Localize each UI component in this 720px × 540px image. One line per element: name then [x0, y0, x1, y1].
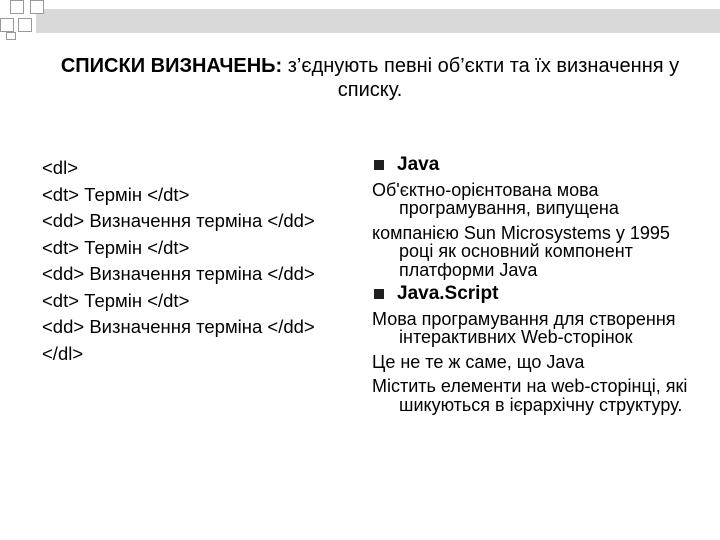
definition-java-1: Об'єктно-орієнтована мова програмування, випущена	[372, 179, 619, 218]
definition-js-2: Це не те ж саме, що Java	[372, 351, 585, 372]
code-line: <dt> Термін </dt>	[42, 183, 190, 205]
slide-decoration	[0, 0, 720, 40]
code-line: <dl>	[42, 157, 79, 178]
definition-java-2: компанією Sun Microsystems у 1995 році як основний компонент платформи Java	[372, 222, 670, 280]
code-line: </dl>	[42, 342, 84, 364]
definition-list	[372, 156, 702, 414]
square-bullet-icon	[374, 160, 384, 170]
term-java	[374, 156, 702, 175]
term-java-label: Java	[397, 154, 440, 175]
title-rest: з’єднують певні об’єкти та їх визначення у списку.	[282, 55, 680, 101]
decor-square	[10, 0, 24, 14]
slide-title	[40, 54, 700, 102]
definition-js-3: Містить елементи на web-сторінці, які шикуються в ієрархічну структуру.	[372, 376, 688, 415]
title-lead: СПИСКИ ВИЗНАЧЕНЬ:	[60, 55, 283, 77]
code-line: <dt> Термін </dt>	[42, 289, 190, 311]
decor-bar	[36, 9, 720, 33]
decor-square	[0, 18, 14, 32]
code-line: <dt> Термін </dt>	[42, 236, 190, 258]
term-javascript	[374, 285, 702, 304]
definition-js-1: Мова програмування для створення інтерактивних Web-сторінок	[372, 308, 676, 347]
code-line: <dd> Визначення терміна </dd>	[42, 263, 315, 284]
square-bullet-icon	[374, 289, 384, 299]
decor-square	[30, 0, 44, 14]
decor-square	[18, 18, 32, 32]
term-javascript-label: Java.Script	[397, 283, 499, 304]
decor-square	[6, 32, 16, 40]
code-line: <dd> Визначення терміна </dd>	[42, 316, 315, 337]
code-line: <dd> Визначення терміна </dd>	[42, 210, 315, 231]
code-example	[42, 155, 352, 367]
